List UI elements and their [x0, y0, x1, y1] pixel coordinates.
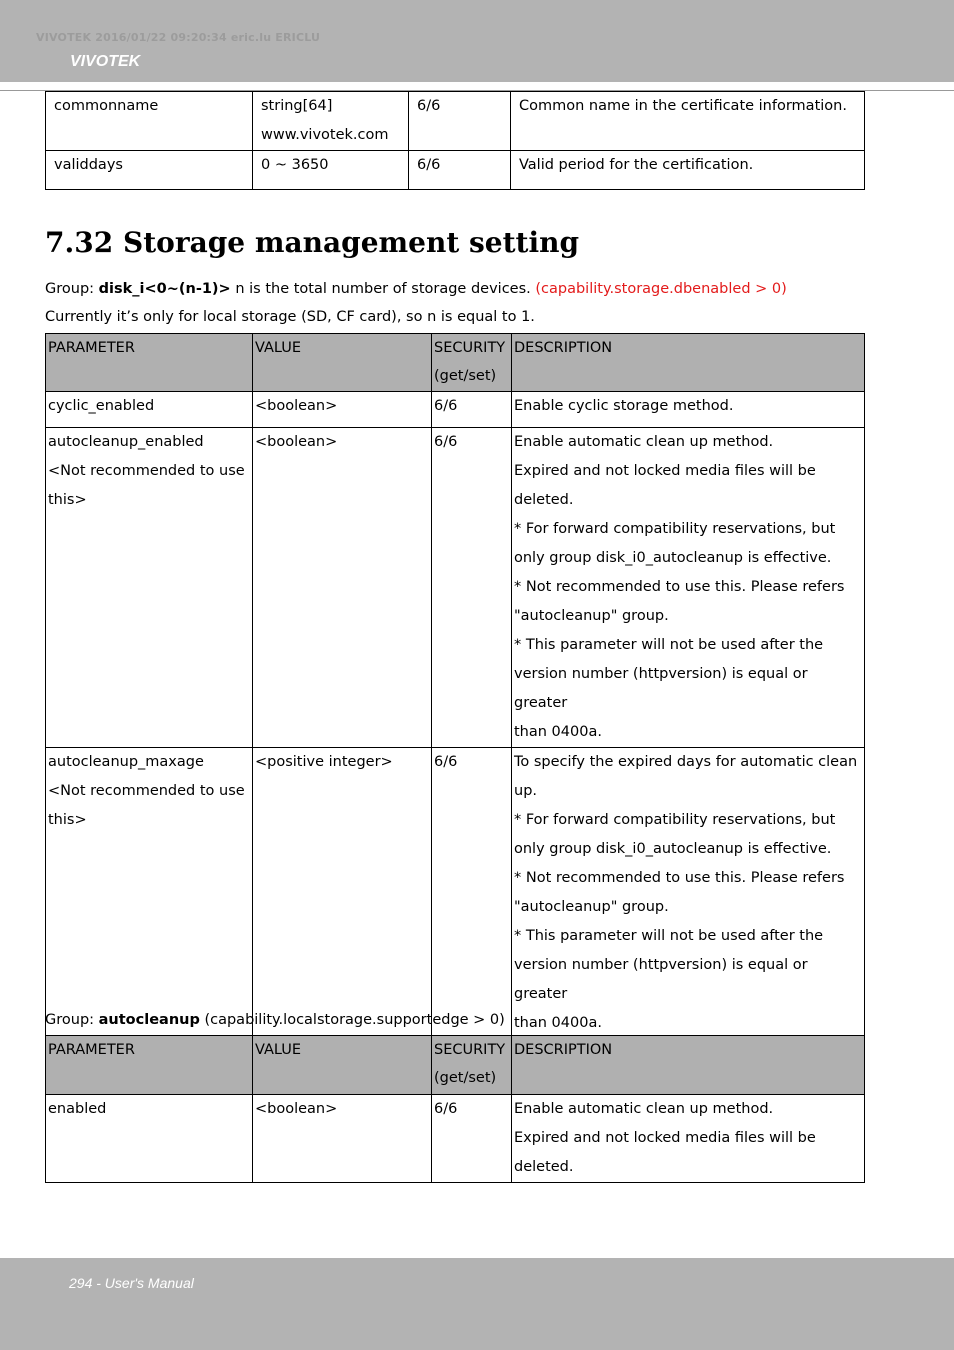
value-cell: 0 ~ 3650	[253, 151, 409, 190]
desc-line: "autocleanup" group.	[514, 899, 669, 915]
value-cell: <boolean>	[253, 392, 432, 428]
header-security-line: SECURITY	[434, 340, 506, 356]
page-number: 294 - User's Manual	[69, 1275, 194, 1291]
param-line: <Not recommended to use	[48, 463, 245, 479]
desc-line: Enable automatic clean up method.	[514, 1101, 774, 1117]
desc-line: Expired and not locked media files will be	[514, 1130, 816, 1146]
group2-capability: (capability.localstorage.supportedge > 0)	[199, 1012, 505, 1028]
page-header	[0, 0, 954, 82]
param-cell: commonname	[46, 92, 253, 151]
param-cell: enabled	[46, 1095, 253, 1183]
desc-line: than 0400a.	[514, 724, 602, 740]
section-number: 7.32	[45, 226, 114, 259]
security-cell: 6/6	[432, 1095, 512, 1183]
section-heading: Storage management setting	[123, 226, 580, 259]
header-parameter: PARAMETER	[46, 1036, 253, 1095]
group-prefix: Group:	[45, 281, 99, 297]
header-security	[432, 1036, 512, 1095]
header-value: VALUE	[253, 334, 432, 392]
group-capability: (capability.storage.dbenabled > 0)	[535, 281, 787, 297]
desc-line: Enable automatic clean up method.	[514, 434, 774, 450]
param-line: autocleanup_maxage	[48, 754, 204, 770]
header-security	[432, 334, 512, 392]
security-cell: 6/6	[409, 151, 511, 190]
desc-line: version number (httpversion) is equal or greater	[514, 957, 808, 1002]
table-row	[46, 1095, 865, 1183]
desc-line: * Not recommended to use this. Please refers	[514, 579, 845, 595]
header-security-line: (get/set)	[434, 368, 497, 384]
group-name: disk_i<0~(n-1)>	[98, 281, 231, 297]
desc-line: * For forward compatibility reservations, but	[514, 521, 836, 537]
table-row	[46, 92, 865, 151]
desc-line: "autocleanup" group.	[514, 608, 669, 624]
desc-cell: Enable cyclic storage method.	[512, 392, 865, 428]
desc-cell: Valid period for the certification.	[511, 151, 865, 190]
header-value: VALUE	[253, 1036, 432, 1095]
desc-cell	[512, 428, 865, 748]
page-footer	[0, 1258, 954, 1350]
desc-line: version number (httpversion) is equal or greater	[514, 666, 808, 711]
brand-logo: VIVOTEK	[70, 53, 141, 70]
param-line: autocleanup_enabled	[48, 434, 204, 450]
group2-line	[45, 1012, 505, 1028]
desc-line: * This parameter will not be used after the	[514, 637, 824, 653]
value-cell	[253, 92, 409, 151]
header-description: DESCRIPTION	[512, 334, 865, 392]
security-cell: 6/6	[432, 392, 512, 428]
desc-line: deleted.	[514, 492, 574, 508]
param-cell	[46, 748, 253, 1039]
watermark-stamp: VIVOTEK 2016/01/22 09:20:34 eric.lu ERICLU	[36, 31, 321, 44]
section-note: Currently it’s only for local storage (SD, CF card), so n is equal to 1.	[45, 309, 535, 325]
header-security-line: SECURITY	[434, 1042, 506, 1058]
group2-name: autocleanup	[98, 1012, 200, 1028]
table-row	[46, 392, 865, 428]
security-cell: 6/6	[432, 748, 512, 1039]
param-line: this>	[48, 492, 87, 508]
param-cell	[46, 428, 253, 748]
desc-line: * Not recommended to use this. Please refers	[514, 870, 845, 886]
desc-cell	[512, 748, 865, 1039]
section-title	[45, 226, 579, 259]
table-header-row	[46, 334, 865, 392]
header-parameter: PARAMETER	[46, 334, 253, 392]
table-header-row	[46, 1036, 865, 1095]
desc-cell: Common name in the certificate information.	[511, 92, 865, 151]
param-cell: cyclic_enabled	[46, 392, 253, 428]
param-cell: validdays	[46, 151, 253, 190]
security-cell: 6/6	[432, 428, 512, 748]
group-text: n is the total number of storage devices.	[230, 281, 536, 297]
param-line: <Not recommended to use	[48, 783, 245, 799]
desc-line: only group disk_i0_autocleanup is effective.	[514, 550, 832, 566]
desc-line: up.	[514, 783, 538, 799]
autocleanup-parameter-table	[45, 1035, 865, 1183]
desc-cell	[512, 1095, 865, 1183]
value-cell: <boolean>	[253, 1095, 432, 1183]
header-description: DESCRIPTION	[512, 1036, 865, 1095]
certificate-table	[45, 91, 865, 190]
value-cell: <boolean>	[253, 428, 432, 748]
desc-line: Expired and not locked media files will be	[514, 463, 816, 479]
table-row	[46, 151, 865, 190]
table-row	[46, 428, 865, 748]
header-security-line: (get/set)	[434, 1070, 497, 1086]
value-line: string[64]	[261, 98, 333, 114]
desc-line: To specify the expired days for automatic clean	[514, 754, 858, 770]
desc-line: than 0400a.	[514, 1015, 602, 1031]
value-line: www.vivotek.com	[261, 127, 389, 143]
desc-line: * For forward compatibility reservations, but	[514, 812, 836, 828]
security-cell: 6/6	[409, 92, 511, 151]
param-line: this>	[48, 812, 87, 828]
desc-line: only group disk_i0_autocleanup is effective.	[514, 841, 832, 857]
value-cell: <positive integer>	[253, 748, 432, 1039]
table-row	[46, 748, 865, 1039]
desc-line: * This parameter will not be used after the	[514, 928, 824, 944]
desc-line: deleted.	[514, 1159, 574, 1175]
disk-parameter-table	[45, 333, 865, 1039]
group2-prefix: Group:	[45, 1012, 99, 1028]
group-line	[45, 281, 787, 297]
